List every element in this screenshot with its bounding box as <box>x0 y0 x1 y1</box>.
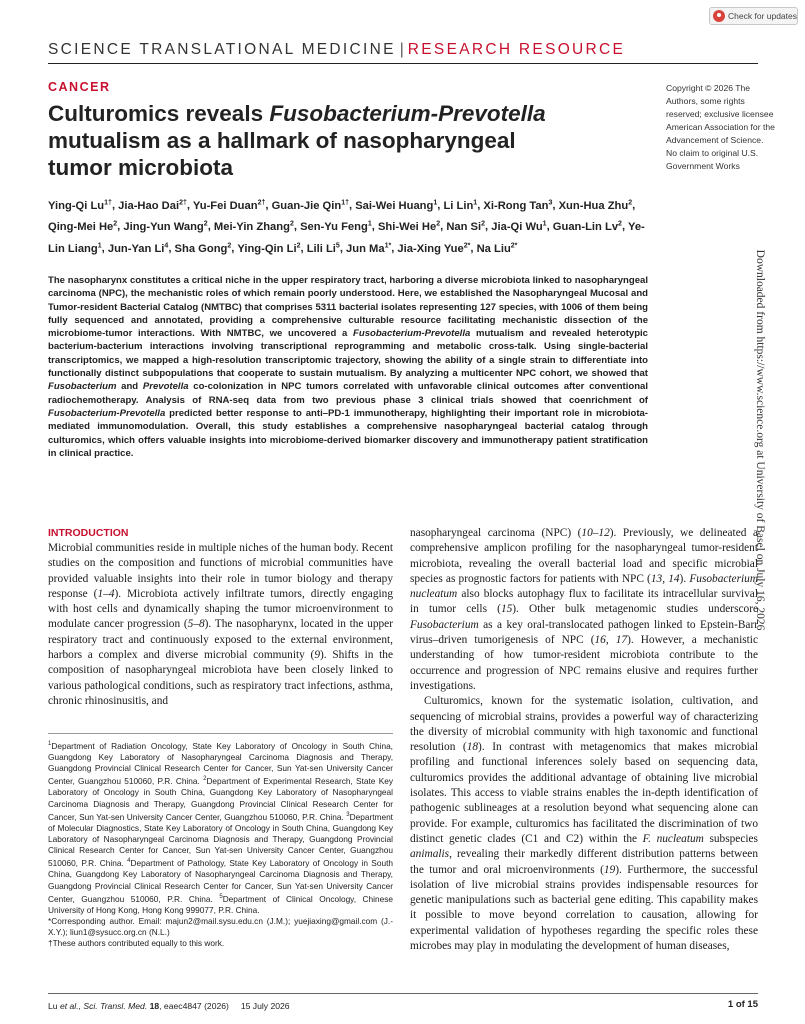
body-text-run: ). Other bulk metagenomic studies underscore <box>512 603 759 616</box>
affiliation-text: Department of Radiation Oncology, State Key Laboratory of Oncology in South China, Guangdong Key Laboratory of Nasopharyngeal Carcinoma Diagnosis and Therapy, Guangdong Provincial Clinical Research Center for Cancer, Sun Yat-sen University Cancer Center, Guangzhou 510060, P.R. China. <box>48 740 393 787</box>
body-text-run: Fusobacterium nucleatum <box>410 572 759 601</box>
author-name <box>491 221 546 233</box>
crossmark-icon <box>713 10 725 22</box>
author-affiliation-mark: 1 <box>433 199 438 206</box>
author-affiliation-mark: 2* <box>510 241 518 249</box>
author-text: Jing-Yun Wang <box>123 221 204 234</box>
author-name <box>355 200 437 212</box>
body-text-run: Microbial communities reside in multiple niches of the human body. Recent studies on the composition and functions of microbial communities have provided valuable insights into their role in tumor biology and therapy response ( <box>48 542 393 600</box>
correspondence-line: *Corresponding author. Email: majun2@mail.sysu.edu.cn (J.M.); yuejiaxing@gmail.com (J.-X.Y.); liun1@sysucc.org.cn (N.L.) <box>48 915 393 938</box>
body-text-run: ). However, a mechanistic understanding of how tumor-resident microbiota contribute to the occurrence and progression of NPC remains elusive and requires further investigations. <box>410 634 758 692</box>
body-text-run: ). In contrast with metagenomics that makes microbial profiling and functional inferences solely based on sequencing data, culturomics provides the additional advantage of obtaining live microbial isolates. This access to viable strains enables the in-depth identification of pathogenic sublineages at a resolution beyond what sequencing alone can provide. For example, culturomics has facilitated the discrimination of two distinct genetic clades (C1 and C2) within the <box>410 741 758 845</box>
author-text: Jun-Yan Li <box>107 242 165 255</box>
affiliation-text: Department of Experimental Research, State Key Laboratory of Oncology in South China, Guangdong Key Laboratory of Nasopharyngeal Carcinoma Diagnosis and Therapy, Guangdong Provincial Clinical Research Center for Cancer, Sun Yat-sen University Cancer Center, Guangzhou 510060, P.R. China. <box>48 776 394 822</box>
author-affiliation-mark: 1 <box>542 220 547 228</box>
body-text-run: ). Shifts in the composition of nasopharyngeal microbiota have been closely linked to various pathological conditions, such as respiratory tract infections, asthma, chronic rhinosinusitis, and <box>48 649 393 707</box>
abstract-run: Fusobacterium-Prevotella <box>48 407 166 419</box>
author-affiliation-mark: 2 <box>481 220 486 228</box>
author-name <box>346 243 391 255</box>
body-text-run: 16, 17 <box>594 634 628 647</box>
citation-etal: et al. <box>59 1001 79 1011</box>
author-name <box>378 221 440 233</box>
affiliation-number: 5 <box>219 893 223 900</box>
author-text: Ying-Qin Li <box>237 242 297 255</box>
body-text-run: 15 <box>500 603 513 616</box>
author-affiliation-mark: 2 <box>296 241 301 249</box>
author-text: Jun Ma <box>346 242 385 255</box>
author-name <box>443 200 477 212</box>
author-affiliation-mark: 2 <box>203 220 208 228</box>
intro-paragraph-2 <box>410 694 758 954</box>
title-part-1: Culturomics reveals <box>48 101 270 126</box>
author-affiliation-mark: 2† <box>257 199 266 206</box>
author-affiliation-mark: 2 <box>618 220 622 228</box>
citation-line <box>48 1001 290 1011</box>
author-text: Jia-Qi Wu <box>491 221 543 234</box>
intro-paragraph-1 <box>48 541 393 709</box>
author-text: Nan Si <box>446 221 482 234</box>
body-text-run: F. nucleatum <box>642 832 704 845</box>
download-watermark <box>754 249 780 631</box>
author-name <box>214 221 294 233</box>
author-text: Jia-Hao Dai <box>118 199 180 212</box>
author-name <box>397 243 470 255</box>
author-name <box>477 243 518 255</box>
body-left-column <box>48 526 393 709</box>
author-affiliation-mark: 4 <box>164 241 169 249</box>
author-name <box>483 200 552 212</box>
affiliation-text: Department of Clinical Oncology, Chinese University of Hong Kong, Hong Kong 999077, P.R. China. <box>48 893 393 915</box>
author-text: Xun-Hua Zhu <box>558 199 629 212</box>
author-affiliation-mark: 3 <box>548 199 553 206</box>
author-list: Ying-Qi $Lu^{1\dagger}$, Jia-Hao Dai$^{2\dagger}$, Yu-Fei Duan$^{2\dagger}$, Guan-Jie Qin$^{1\dagger}$, Sai-Wei Huang$^1$, Li Lin$^1$, Xi-Rong Tan$^3$, Xun-Hua Zhu$^2$, Qing-Mei He$^2$, Jing-Yun Wang$^2$, Mei-Yin Zhang$^2$, Sen-Yu Feng$^1$, Shi-Wei He$^2$, Nan Si$^2$, Jia-Qi Wu$^1$, Guan-Lin Lv$^2$, Ye-Lin Liang$^1$, Jun-Yan Li$^4$, Sha Gong$^2$, Ying-Qin Li$^2$, Lili Li$^5$, Jun $Ma^{1*}$, Jia-Xing Yue$^{2*}$, Na Liu$^{2*}$ <box>48 199 645 255</box>
author-affiliation-mark: 5 <box>335 241 340 249</box>
copyright-notice: Copyright © 2026 The Authors, some rights reserved; exclusive licensee American Association for the Advancement of Science. No claim to original U.S. Government Works <box>666 83 775 171</box>
check-for-updates-button[interactable] <box>709 7 798 25</box>
author-text: Na Liu <box>476 242 511 255</box>
author-name <box>48 221 117 233</box>
body-text-run: 9 <box>314 649 321 662</box>
body-text-run: 18 <box>466 741 479 754</box>
author-affiliation-mark: 1† <box>341 199 349 206</box>
body-text-run: ). Furthermore, the successful isolation of live microbial strains provides indispensable resources for genetic manipulations such as bacterial gene editing. This capability makes it possible to move beyond correlation to causation, allowing for experimental validation of hypotheses regarding the specific roles these microbes may play in modulating the development of human diseases, <box>410 863 758 953</box>
author-affiliation-mark: 2 <box>113 220 118 228</box>
author-text: Xi-Rong Tan <box>483 199 549 212</box>
journal-name: SCIENCE TRANSLATIONAL MEDICINE <box>48 41 396 58</box>
article-type: RESEARCH RESOURCE <box>407 41 626 58</box>
affiliation-list <box>48 739 393 916</box>
correspondence-line: †These authors contributed equally to this work. <box>48 938 225 949</box>
author-name <box>118 200 187 212</box>
body-text-run: ). <box>679 572 690 585</box>
citation-rest: , eaec4847 (2026) 15 July 2026 <box>159 1001 290 1011</box>
author-text: Sen-Yu Feng <box>300 221 368 234</box>
page-number: 1 of 15 <box>727 999 758 1010</box>
title-italic-part: Fusobacterium-Prevotella <box>269 101 546 126</box>
body-right-column <box>410 526 758 954</box>
author-affiliation-mark: 1 <box>367 220 372 228</box>
author-text: Li Lin <box>443 199 474 212</box>
body-text-run: Fusobacterium <box>410 618 479 631</box>
body-text-run: ). Previously, we delineated a comprehensive amplicon profiling for the nasopharyngeal tumor-resident microbiota, revealing the overall bacterial load and specific microbial species as prognostic factors for patients with NPC ( <box>410 527 758 585</box>
author-affiliation-mark: 1 <box>97 241 102 249</box>
author-text: Mei-Yin Zhang <box>213 221 290 234</box>
author-text: Lili Li <box>306 242 336 255</box>
author-name <box>300 221 372 233</box>
intro-paragraph-1-cont <box>410 526 758 694</box>
body-text-run: 19 <box>603 863 616 876</box>
article-title <box>48 100 568 181</box>
author-text: Ying-Qi Lu <box>48 199 105 212</box>
abstract-run: Fusobacterium-Prevotella <box>353 328 471 340</box>
author-affiliation-mark: 2† <box>179 199 187 206</box>
author-affiliation-mark: 1 <box>473 199 478 206</box>
abstract-run: and <box>116 381 143 393</box>
body-text-run: as a key oral-translocated pathogen linked to Epstein-Barr virus–driven tumorigenesis of NPC ( <box>410 618 758 647</box>
body-text-run: 5–8 <box>187 618 205 631</box>
author-affiliation-mark: 2* <box>463 241 471 249</box>
author-name <box>48 200 112 212</box>
author-text: Ye-Lin Liang <box>48 221 645 255</box>
author-name <box>108 243 168 255</box>
author-name <box>553 221 622 233</box>
journal-header <box>48 41 625 59</box>
body-text-run: 10–12 <box>581 527 610 539</box>
author-name <box>446 221 485 233</box>
abstract-run: Fusobacterium <box>48 381 117 393</box>
affiliation-text: Department of Molecular Diagnostics, State Key Laboratory of Oncology in South China, Guangdong Key Laboratory of Nasopharyngeal Carcinoma Diagnosis and Therapy, Guangdong Provincial Clinical Research Center for Cancer, Sun Yat-sen University Cancer Center, Guangzhou 510060, P.R. China. <box>48 811 393 869</box>
correspondence-notes <box>48 916 393 950</box>
footer-divider <box>48 993 758 994</box>
body-text-run: also blocks autophagy flux to facilitate its intracellular survival in tumor cells ( <box>410 588 758 616</box>
abstract-run: The nasopharynx constitutes a critical niche in the upper respiratory tract, harboring a diverse microbiota linked to nasopharyngeal carcinoma (NPC), the mechanistic roles of which remain poorly understood. Here, we established the Nasopharyngeal Mucosal and Tumor-resident Bacterial Catalog (NMTBC) that comprises 5311 bacterial isolates representing 127 species, with 1006 of them being fully sequenced and annotated, providing a comprehensive culturable resource facilitating mechanistic dissection of the microbiome-tumor interactions. With NMTBC, we uncovered a <box>48 275 648 340</box>
author-text: Guan-Jie Qin <box>271 199 342 212</box>
body-text-run: subspecies <box>703 832 758 845</box>
author-name <box>123 221 207 233</box>
author-affiliation-mark: 1* <box>384 241 392 249</box>
author-affiliation-mark: 2 <box>289 220 294 228</box>
abstract-run: Prevotella <box>142 381 189 393</box>
author-text: Sai-Wei Huang <box>355 199 434 212</box>
affiliations <box>48 739 393 949</box>
author-text: Guan-Lin Lv <box>552 221 619 234</box>
body-text-run: nasopharyngeal carcinoma (NPC) ( <box>410 527 582 539</box>
body-text-run: , revealing their markedly different distribution patterns between the tumor and oral microenvironments ( <box>410 848 758 876</box>
citation-author: Lu <box>48 1001 60 1011</box>
author-text: Qing-Mei He <box>48 221 114 234</box>
affiliation-number: 3 <box>346 811 350 818</box>
author-name <box>193 200 265 212</box>
author-affiliation-mark: 2 <box>436 220 441 228</box>
author-name <box>175 243 232 255</box>
author-text: Jia-Xing Yue <box>397 242 464 255</box>
body-text-run: ). Microbiota actively infiltrate tumors, directly engaging with host cells and dynamically shaping the tumor microenvironment to modulate cancer progression ( <box>48 587 393 631</box>
affiliation-text: Department of Pathology, State Key Laboratory of Oncology in South China, Guangdong Key Laboratory of Nasopharyngeal Carcinoma Diagnosis and Therapy, Guangdong Provincial Clinical Research Center for Cancer, Sun Yat-sen University Cancer Center, Guangzhou 510060, P.R. China. <box>48 858 393 904</box>
affiliations-divider <box>48 733 393 734</box>
body-text-run: animalis <box>410 848 450 861</box>
title-part-2: mutualism as a hallmark of nasopharyngeal tumor microbiota <box>48 128 516 180</box>
article-category: CANCER <box>48 80 111 94</box>
body-text-run: ). The nasopharynx, located in the upper respiratory tract and continuously exposed to the external environment, harbors a complex and diverse microbial community ( <box>48 618 393 662</box>
author-name <box>307 243 340 255</box>
body-text-run: 1–4 <box>97 587 115 600</box>
author-text: Shi-Wei He <box>377 221 437 234</box>
download-note: Downloaded from https://www.science.org at University of Basel on July 16, 2026 <box>754 249 766 631</box>
affiliation-number: 4 <box>127 858 131 865</box>
header-divider <box>48 63 758 64</box>
author-affiliation-mark: 2 <box>628 199 633 206</box>
abstract-run: predicted better response to anti–PD-1 immunotherapy, highlighting their important role in microbiota-mediated immunomodulation. Overall, this study establishes a comprehensive nasopharyngeal bacterial catalog through culturomics, which offers valuable insights into microbiome-derived biomarker discovery and immunotherapy patient stratification in clinical practice. <box>48 407 648 459</box>
author-affiliation-mark: 2 <box>227 241 232 249</box>
citation-volume: 18 <box>147 1001 160 1011</box>
introduction-heading: INTRODUCTION <box>48 527 129 539</box>
author-text: Yu-Fei Duan <box>192 199 258 212</box>
author-name <box>237 243 300 255</box>
abstract-run: co-colonization in NPC tumors correlated with unfavorable clinical outcomes after conventional radiochemotherapy. Analysis of RNA-seq data from two previous phase 3 clinical trials showed that coenrichment of <box>48 381 648 406</box>
citation-journal: , Sci. Transl. Med. <box>78 1001 148 1011</box>
author-text: Sha Gong <box>174 242 228 255</box>
affiliation-number: 2 <box>203 776 207 783</box>
author-name <box>272 200 349 212</box>
body-text-run: Culturomics, known for the systematic isolation, cultivation, and sequencing of microbial strains, provides a powerful way of characterizing the diversity of microbial community with high taxonomic and functional resolution ( <box>410 695 758 754</box>
abstract <box>48 274 648 460</box>
header-separator: | <box>399 41 404 58</box>
abstract-run: mutualism and revealed heterotypic bacterium-bacterium interactions involving transcriptional reprogramming and metabolic cross-talk. Using single-bacterial transcriptomics, we mapped a high-resolution transcriptomic trajectory, showing the ability of a single strain to differentiate into functionally distinct subpopulations that cooperate to sustain mutualism. By analyzing a multicenter NPC cohort, we showed that <box>48 328 648 380</box>
author-affiliation-mark: 1† <box>104 199 112 206</box>
body-text-run: 13, 14 <box>650 572 680 585</box>
affiliation-number: 1 <box>48 741 52 747</box>
check-for-updates-label: Check for updates <box>728 11 797 21</box>
author-name <box>559 200 633 212</box>
